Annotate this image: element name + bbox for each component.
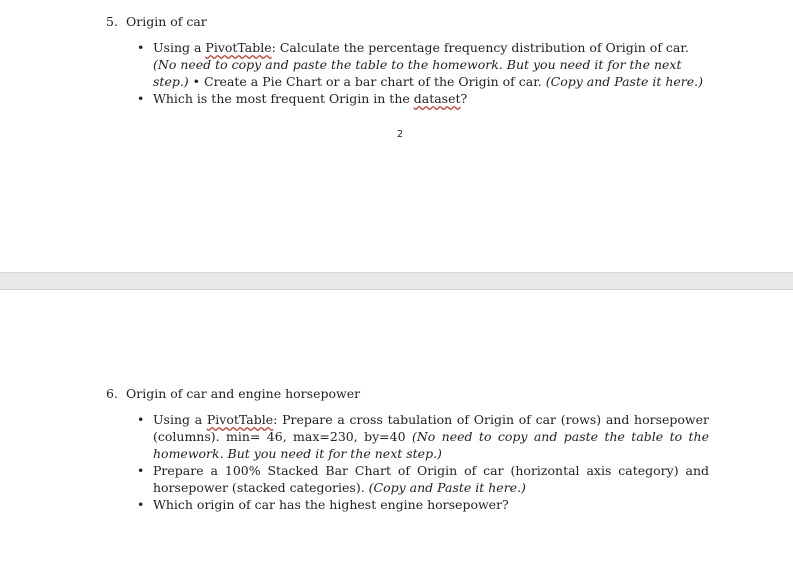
item-text: Prepare a 100% Stacked Bar Chart of Origin of car (horizontal axis category) and horsepower (stacked categories). — [153, 463, 709, 495]
item-note: (No need to copy and paste the table to the homework. But you need it for the next step.) — [153, 429, 709, 461]
section-5-list — [137, 39, 709, 107]
section-title: Origin of car — [125, 14, 207, 29]
page-number: 2 — [396, 129, 404, 140]
item-text: Which is the most frequent Origin in the — [153, 91, 414, 106]
item-note: (Copy and Paste it here.) — [368, 480, 526, 495]
item-text: Which origin of car has the highest engine horsepower? — [153, 497, 509, 512]
bullet: • — [137, 497, 145, 512]
bullet: • — [137, 463, 145, 478]
dataset-term: dataset — [413, 91, 461, 106]
bullet: • — [137, 40, 145, 55]
item-note: (No need to copy and paste the table to the homework. But you need it for the next step.) — [153, 57, 682, 89]
bullet: • — [137, 91, 145, 106]
list-item — [137, 462, 709, 496]
page-break — [0, 272, 793, 290]
item-text: • Create a Pie Chart or a bar chart of the Origin of car. — [188, 74, 546, 89]
item-note: (Copy and Paste it here.) — [545, 74, 704, 89]
item-text: Using a — [153, 412, 207, 427]
list-item — [137, 39, 709, 90]
section-6-list — [137, 411, 709, 513]
section-6-heading — [106, 385, 360, 402]
list-item — [137, 90, 709, 107]
bullet: • — [137, 412, 145, 427]
section-number: 6. — [106, 386, 118, 401]
list-item — [137, 496, 709, 513]
section-5-heading — [106, 13, 207, 30]
item-text: : Prepare a cross tabulation of Origin of car (rows) and horsepower (columns). min= 46, max=230, by=40 — [153, 412, 709, 444]
document-page-1 — [0, 0, 793, 272]
item-text: : Calculate the percentage frequency distribution of Origin of car. — [271, 40, 689, 55]
section-number: 5. — [106, 14, 118, 29]
pivottable-term: PivotTable — [206, 412, 274, 427]
item-text: Using a — [153, 40, 206, 55]
item-text: ? — [460, 91, 468, 106]
section-title: Origin of car and engine horsepower — [125, 386, 361, 401]
list-item — [137, 411, 709, 462]
document-page-2 — [0, 290, 793, 576]
pivottable-term: PivotTable — [205, 40, 272, 55]
